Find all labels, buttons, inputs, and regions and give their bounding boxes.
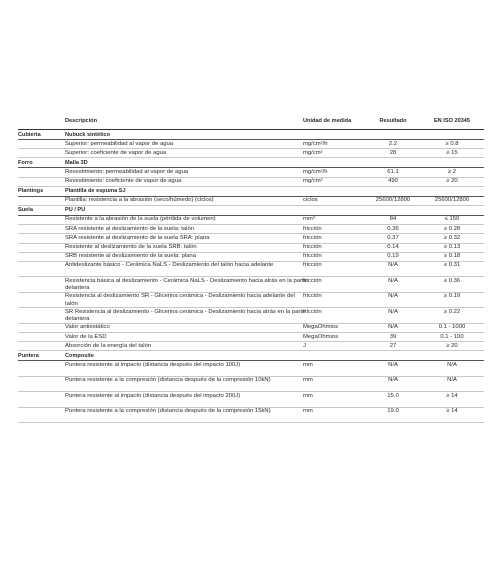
row-description: Revestimiento: permeabilidad al vapor de agua: [65, 168, 189, 175]
row-unit: MegaOhmios: [303, 333, 339, 340]
row-standard: ≥ 2: [447, 168, 457, 175]
table-row: [18, 253, 484, 262]
header-norma: EN ISO 20345: [433, 118, 471, 124]
row-unit: ciclos: [303, 197, 318, 204]
row-unit: fricción: [303, 293, 322, 300]
row-result: N/A: [388, 308, 398, 315]
row-description: Resistencia básica al deslizamiento - Cerámica NaLS - Deslizamiento hacia atrás en la parte delantera: [65, 277, 307, 292]
table-row: [18, 149, 484, 158]
row-unit: mm³: [303, 216, 315, 223]
header-resultado: Resultado: [379, 118, 407, 124]
row-description: Plantilla: resistencia a la abrasión (seco/húmedo) (ciclos): [65, 197, 214, 204]
row-result: 0.14: [387, 244, 399, 250]
table-row: [18, 277, 484, 293]
row-standard: ≥ 0.22: [443, 308, 461, 315]
section-material: Nubuck sintético: [65, 131, 111, 138]
row-standard: ≤ 150: [444, 216, 460, 223]
section-material: PU / PU: [65, 207, 86, 214]
row-unit: fricción: [303, 308, 322, 315]
row-unit: mm: [303, 408, 313, 415]
row-description: Absorción de la energía del talón: [65, 342, 152, 349]
row-description: Puntera resistente al impacto (distancia después del impacto 100J): [65, 361, 241, 368]
table-row: [18, 408, 484, 424]
row-standard: ≥ 0.13: [443, 244, 461, 250]
row-description: Resistente al deslizamiento de la suela SRB: talón: [65, 244, 197, 250]
row-description: SRB resistente al deslizamiento de la suela: plana: [65, 253, 196, 260]
row-result: 0.37: [387, 234, 399, 241]
row-unit: mg/cm²: [303, 178, 323, 185]
row-result: 39: [389, 333, 397, 340]
row-description: Superior: coeficiente de vapor de agua: [65, 149, 167, 156]
table-header: [18, 117, 484, 130]
row-standard: ≥ 0.36: [443, 277, 461, 284]
row-standard: ≥ 14: [446, 408, 458, 415]
row-description: Puntera resistente a la compresión (distancia después de la compresión 15kN): [65, 408, 271, 415]
section-header: [18, 206, 484, 216]
table-row: [18, 361, 484, 377]
table-row: [18, 392, 484, 408]
table-row: [18, 197, 484, 206]
row-standard: ≥ 0.31: [443, 262, 461, 269]
row-unit: fricción: [303, 225, 322, 232]
section-name: Plantings: [18, 188, 44, 195]
row-standard: 0.1 - 100: [440, 333, 464, 340]
row-result: 0.19: [387, 253, 399, 260]
row-description: Resistencia al deslizamiento SR - Glicerina cerámica - Deslizamiento hacia adelante del talón: [65, 293, 295, 307]
row-standard: 0.1 - 1000: [438, 324, 466, 331]
row-standard: ≥ 20: [446, 342, 458, 349]
section-name: Forro: [18, 159, 33, 166]
table-row: [18, 216, 484, 225]
row-result: 84: [389, 216, 397, 223]
row-standard: ≥ 0.28: [443, 225, 461, 232]
section-header: [18, 351, 484, 361]
row-result: N/A: [388, 262, 398, 269]
row-description: SRA resistente al deslizamiento de la suela: talón: [65, 225, 195, 232]
section-header: [18, 130, 484, 140]
row-result: N/A: [388, 277, 398, 284]
section-material: Malla 3D: [65, 159, 88, 166]
row-result: N/A: [388, 377, 398, 384]
row-standard: ≥ 15: [446, 149, 458, 156]
section-header: [18, 158, 484, 168]
table-row: [18, 324, 484, 333]
table-row: [18, 244, 484, 253]
row-description: SR Resistencia al deslizamiento - Glicerina cerámica - Deslizamiento hacia atrás en la parte delantera: [65, 308, 306, 323]
row-description: Resistente a la abrasión de la suela (pérdida de volumen): [65, 216, 216, 223]
section-name: Cubierta: [18, 131, 41, 138]
row-result: 19.0: [387, 408, 399, 415]
row-description: Valor antiestático: [65, 324, 110, 331]
row-result: 0.36: [387, 225, 399, 232]
row-result: 28: [389, 149, 397, 156]
table-row: [18, 293, 484, 309]
row-description: SRA resistente al deslizamiento de la suela SRA: plana: [65, 234, 210, 241]
row-standard: 25600/12800: [434, 197, 470, 204]
table-row: [18, 262, 484, 278]
row-standard: ≥ 0.32: [443, 234, 461, 241]
row-unit: fricción: [303, 244, 322, 250]
table-body: [18, 130, 484, 423]
row-standard: ≥ 0.19: [443, 293, 461, 300]
table-row: [18, 178, 484, 187]
row-description: Revestimiento: coeficiente de vapor de agua: [65, 178, 182, 185]
row-standard: N/A: [447, 361, 457, 368]
row-standard: N/A: [447, 377, 457, 384]
row-result: 15.0: [387, 392, 399, 399]
table-row: [18, 225, 484, 234]
row-description: Puntera resistente a la compresión (distancia después de la compresión 10kN): [65, 377, 271, 384]
row-unit: mm: [303, 392, 313, 399]
table-row: [18, 234, 484, 243]
row-standard: ≥ 0.18: [443, 253, 461, 260]
section-name: Puntera: [18, 352, 39, 359]
row-description: Antideslizante básico - Cerámica NaLS - Deslizamiento del talón hacia adelante: [65, 262, 274, 269]
row-unit: mm: [303, 377, 313, 384]
section-name: Suela: [18, 207, 33, 214]
row-standard: ≥ 0.8: [445, 140, 459, 147]
row-result: 61.1: [387, 168, 399, 175]
row-unit: fricción: [303, 277, 322, 284]
row-description: Superior: permeabilidad al vapor de agua: [65, 140, 174, 147]
header-descripcion: Descripción: [65, 118, 98, 124]
row-unit: mg/cm²: [303, 149, 323, 156]
row-unit: fricción: [303, 262, 322, 269]
table-row: [18, 168, 484, 177]
table-row: [18, 333, 484, 342]
row-result: N/A: [388, 361, 398, 368]
section-header: [18, 187, 484, 197]
section-material: Plantilla de espuma SJ: [65, 188, 126, 195]
row-unit: mg/cm²/h: [303, 168, 328, 175]
row-unit: fricción: [303, 253, 322, 260]
table-row: [18, 377, 484, 393]
section-material: Composite: [65, 352, 94, 359]
row-result: 25600/12800: [375, 197, 411, 204]
row-result: 490: [388, 178, 398, 185]
table-row: [18, 140, 484, 149]
row-standard: ≥ 14: [446, 392, 458, 399]
row-unit: mm: [303, 361, 313, 368]
row-result: N/A: [388, 293, 398, 300]
header-unidad: Unidad de medida: [303, 118, 352, 124]
spec-table: [18, 117, 484, 423]
row-standard: ≥ 20: [446, 178, 458, 185]
row-unit: mg/cm²/h: [303, 140, 328, 147]
table-row: [18, 308, 484, 324]
row-description: Valor de la ESD: [65, 333, 107, 340]
row-description: Puntera resistente al impacto (distancia después del impacto 200J): [65, 392, 241, 399]
row-unit: MegaOhmios: [303, 324, 339, 331]
row-result: 27: [389, 342, 397, 349]
row-unit: J: [303, 342, 306, 349]
row-unit: fricción: [303, 234, 322, 241]
row-result: 2.2: [388, 140, 398, 147]
row-result: N/A: [388, 324, 398, 331]
table-row: [18, 342, 484, 351]
